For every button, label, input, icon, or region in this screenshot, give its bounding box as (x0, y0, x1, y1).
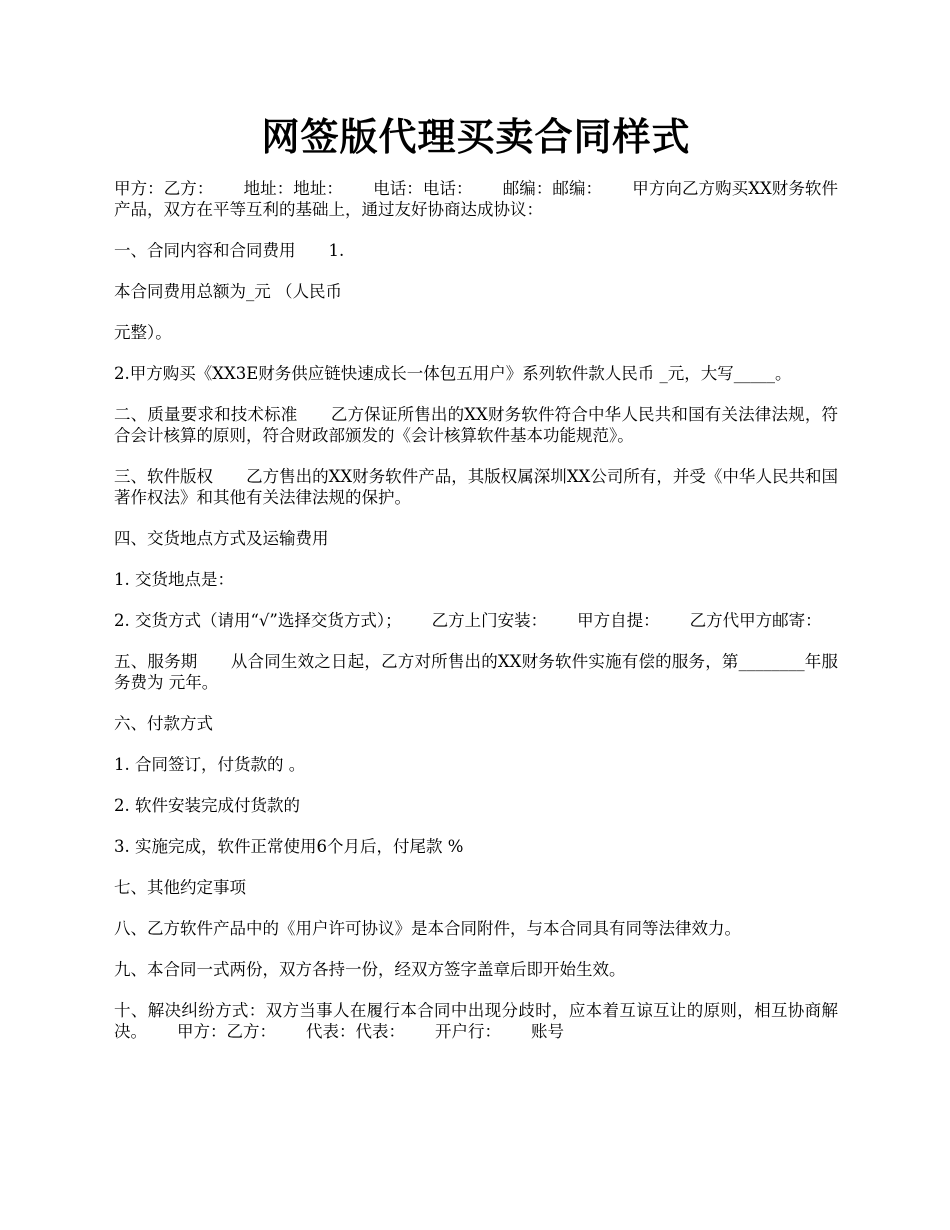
total-fee-paragraph: 本合同费用总额为_元 （人民币 (114, 282, 342, 301)
section-7-heading: 七、其他约定事项 (114, 878, 246, 897)
section-5-paragraph: 五、服务期 从合同生效之日起，乙方对所售出的XX财务软件实施有偿的服务，第________年服务费为 元年。 (114, 652, 838, 692)
delivery-location-paragraph: 1. 交货地点是： (114, 570, 234, 589)
section-4-heading: 四、交货地点方式及运输费用 (114, 529, 329, 548)
section-6-heading: 六、付款方式 (114, 714, 213, 733)
section-2-paragraph: 二、质量要求和技术标准 乙方保证所售出的XX财务软件符合中华人民共和国有关法律法规，符合会计核算的原则，符合财政部颁发的《会计核算软件基本功能规范》。 (114, 405, 838, 445)
section-8-paragraph: 八、乙方软件产品中的《用户许可协议》是本合同附件，与本合同具有同等法律效力。 (114, 919, 741, 938)
section-9-paragraph: 九、本合同一式两份，双方各持一份，经双方签字盖章后即开始生效。 (114, 960, 626, 979)
section-1-heading: 一、合同内容和合同费用 1. (114, 241, 345, 260)
parties-paragraph: 甲方：乙方： 地址：地址： 电话：电话： 邮编：邮编： 甲方向乙方购买XX财务软件产品，双方在平等互利的基础上，通过友好协商达成协议： (114, 179, 838, 219)
payment-item-2: 2. 软件安装完成付货款的 (114, 796, 300, 815)
total-fee-amount-paragraph: 元整）。 (114, 323, 172, 342)
document-body (114, 178, 838, 1042)
section-10-paragraph: 十、解决纠纷方式：双方当事人在履行本合同中出现分歧时，应本着互谅互让的原则，相互协商解决。 甲方：乙方： 代表：代表： 开户行： 账号 (114, 1001, 838, 1041)
document-title: 网签版代理买卖合同样式 (261, 114, 691, 159)
purchase-paragraph: 2.甲方购买《XX3E财务供应链快速成长一体包五用户》系列软件款人民币 _元，大写_____。 (114, 364, 792, 383)
section-3-paragraph: 三、软件版权 乙方售出的XX财务软件产品，其版权属深圳XX公司所有，并受《中华人民共和国著作权法》和其他有关法律法规的保护。 (114, 467, 838, 507)
delivery-method-paragraph: 2. 交货方式（请用“√”选择交货方式）； 乙方上门安装： 甲方自提： 乙方代甲方邮寄： (114, 611, 822, 630)
payment-item-3: 3. 实施完成，软件正常使用6个月后，付尾款 % (114, 837, 464, 856)
payment-item-1: 1. 合同签订，付货款的 。 (114, 755, 306, 774)
